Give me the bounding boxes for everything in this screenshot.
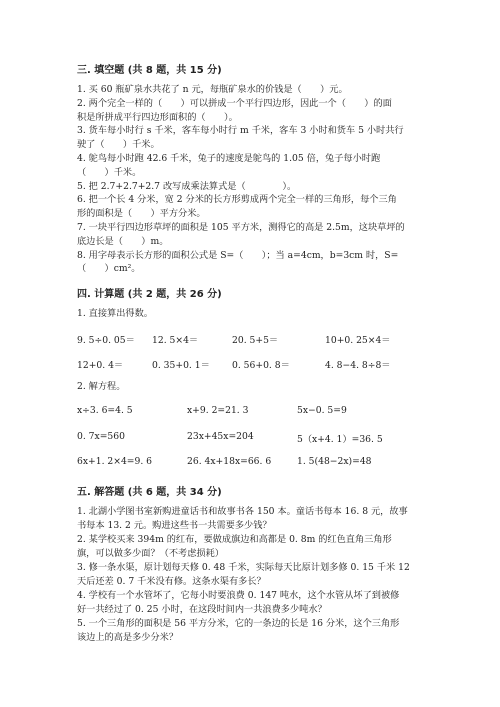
calc-item: 9. 5÷0. 05＝ (77, 335, 135, 346)
calc-item: 12. 5×4＝ (152, 335, 199, 346)
section-5-line: 旗，可以做多少面？（不考虑损耗） (77, 548, 224, 559)
section-5-line: 2. 某学校买来 394m 的红布，要做成旗边和高都是 0. 8m 的红色直角三角形 (77, 534, 392, 545)
calc-q2-label: 2. 解方程。 (77, 381, 126, 392)
section-5-line: 书每本 13. 2 元。购进这些书一共需要多少钱？ (77, 520, 272, 531)
equation-item: 5（x+4. 1）=36. 5 (297, 434, 383, 445)
equation-item: 6x+1. 2×4=9. 6 (77, 456, 153, 467)
section-3-line: 3. 货车每小时行 s 千米，客车每小时行 m 千米，客车 3 小时和货车 5 小时共行 (77, 125, 404, 136)
section-5-line: 5. 一个三角形的面积是 56 平方分米，它的一条边的长是 16 分米，这个三角形 (77, 618, 400, 629)
calc-item: 12+0. 4＝ (77, 360, 124, 371)
calc-item: 10+0. 25×4＝ (325, 335, 391, 346)
calc-item: 0. 35+0. 1＝ (152, 360, 210, 371)
section-3-line: 形的面积是（ ）平方分米。 (77, 208, 206, 219)
section-3-line: 底边长是（ ）m。 (77, 236, 169, 247)
section-3-line: 4. 鸵鸟每小时跑 42.6 千米，兔子的速度是鸵鸟的 1.05 倍，兔子每小时跑 (77, 153, 381, 164)
calc-item: 0. 56+0. 8＝ (232, 360, 290, 371)
section-3-line: 1. 买 60 瓶矿泉水共花了 n 元，每瓶矿泉水的价钱是（ ）元。 (77, 84, 348, 95)
section-5-line: 4. 学校有一个水管坏了，它每小时要浪费 0. 147 吨水，这个水管从坏了到被修 (77, 590, 400, 601)
equation-item: x÷3. 6=4. 5 (77, 405, 133, 416)
equation-item: 0. 7x=560 (77, 431, 125, 442)
equation-item: x+9. 2=21. 3 (187, 405, 249, 416)
section-5-line: 好一共经过了 0. 25 小时，在这段时间内一共浪费多少吨水？ (77, 604, 327, 615)
section-3-line: （ ）千米。 (77, 167, 142, 178)
section-3-line: 7. 一块平行四边形草坪的面积是 105 平方米，测得它的高是 2.5m，这块草坪的 (77, 222, 405, 233)
section-3-line: 2. 两个完全一样的（ ）可以拼成一个平行四边形，因此一个（ ）的面 (77, 98, 392, 109)
calc-item: 20. 5+5＝ (232, 335, 279, 346)
equation-item: 5x−0. 5=9 (297, 405, 347, 416)
section-5-line: 该边上的高是多少分米？ (77, 632, 179, 643)
calc-q1-label: 1. 直接算出得数。 (77, 308, 153, 319)
section-3-line: 8. 用字母表示长方形的面积公式是 S=（ ）；当 a=4cm，b=3cm 时，S= (77, 250, 399, 261)
section-5-line: 天后还差 0. 7 千米没有修。这条水渠有多长？ (77, 576, 266, 587)
section-5-line: 1. 北湖小学图书室新购进童话书和故事书各 150 本。童话书每本 16. 8 元，故事 (77, 506, 408, 517)
section-3-line: 6. 把一个长 4 分米，宽 2 分米的长方形剪成两个完全一样的三角形，每个三角 (77, 194, 397, 205)
section-5-line: 3. 修一条水渠，原计划每天修 0. 48 千米，实际每天比原计划多修 0. 15 千米 12 (77, 562, 410, 573)
equation-item: 1. 5(48−2x)=48 (297, 456, 372, 467)
section-5-title: 五. 解答题 (共 6 题，共 34 分) (77, 487, 222, 498)
section-3-line: 积是所拼成平行四边形面积的（ ）。 (77, 112, 238, 123)
section-3-line: 5. 把 2.7+2.7+2.7 改写成乘法算式是（ ）。 (77, 181, 297, 192)
section-4-title: 四. 计算题 (共 2 题，共 26 分) (77, 289, 222, 300)
equation-item: 23x+45x=204 (187, 431, 254, 442)
equation-item: 26. 4x+18x=66. 6 (187, 456, 272, 467)
section-3-title: 三. 填空题 (共 8 题，共 15 分) (77, 65, 222, 76)
section-3-line: 驶了（ ）千米。 (77, 139, 160, 150)
section-3-line: （ ）cm²。 (77, 263, 141, 274)
calc-item: 4. 8−4. 8÷8＝ (325, 360, 391, 371)
